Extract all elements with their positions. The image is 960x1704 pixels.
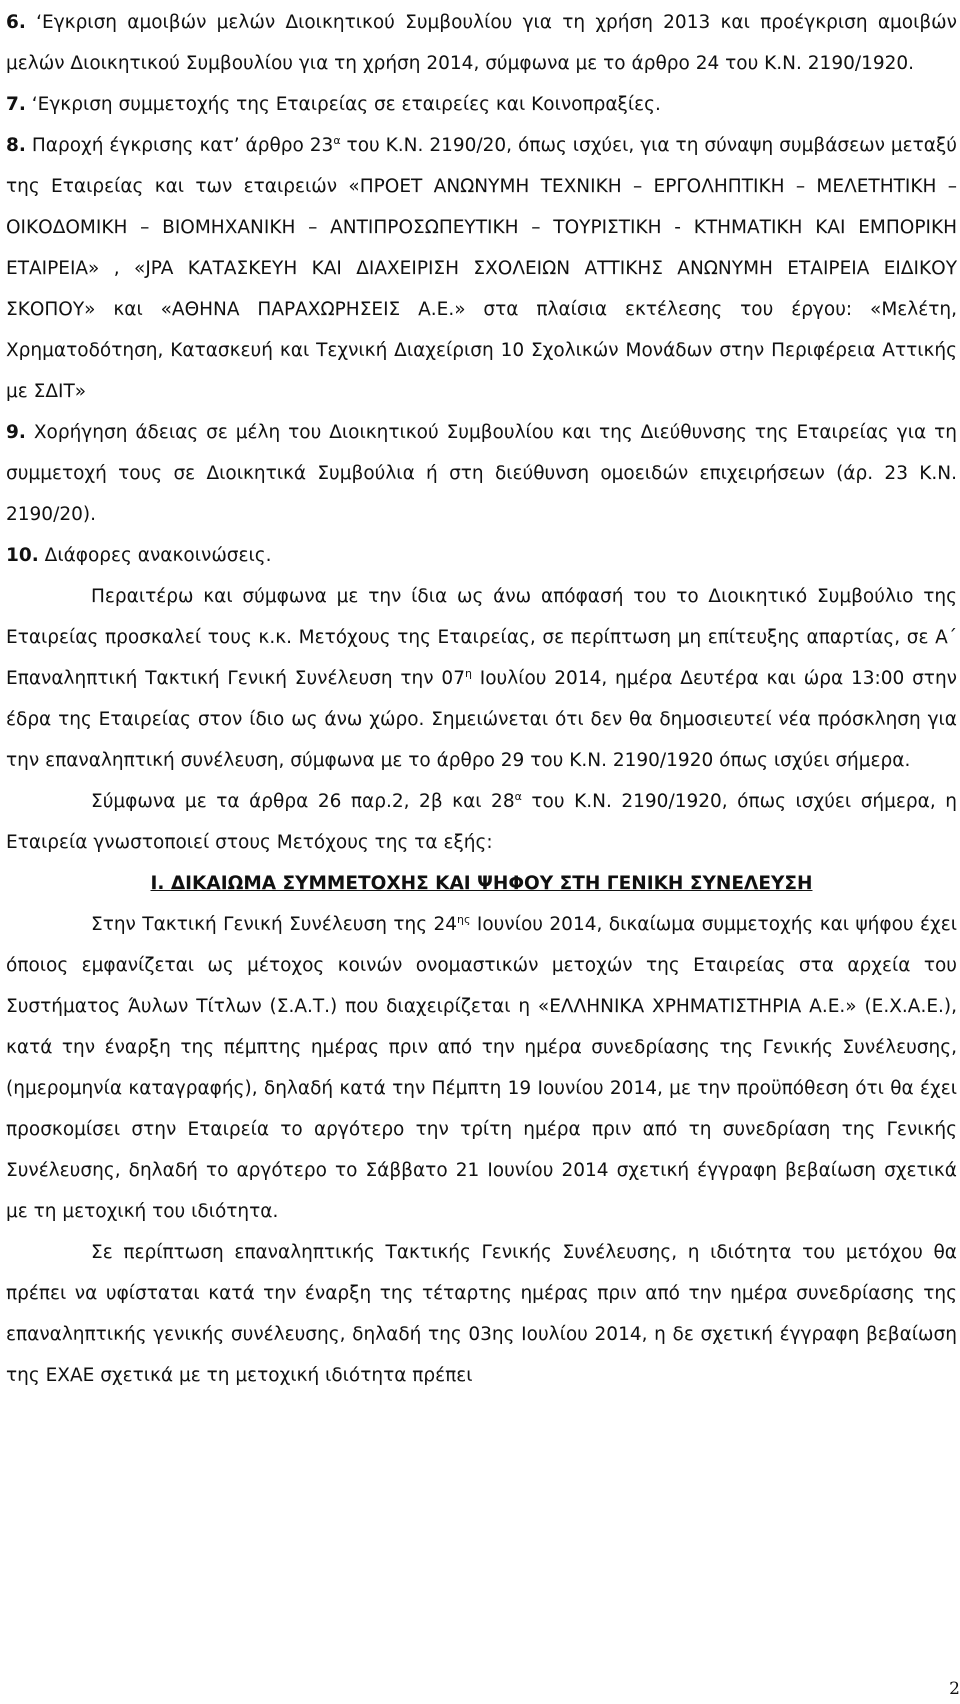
item-text: Διάφορες ανακοινώσεις.	[38, 545, 272, 566]
page-number: 2	[949, 1679, 960, 1699]
agenda-item-7	[6, 84, 957, 125]
item-number: 9.	[6, 422, 26, 443]
repeat-meeting-paragraph	[6, 576, 957, 781]
section-heading: Ι. ΔΙΚΑΙΩΜΑ ΣΥΜΜΕΤΟΧΗΣ ΚΑΙ ΨΗΦΟΥ ΣΤΗ ΓΕΝΙΚΗ ΣΥΝΕΛΕΥΣΗ	[150, 873, 813, 894]
paragraph-text: Σύμφωνα με τα άρθρα 26 παρ.2, 2β και 28	[91, 791, 515, 812]
item-number: 7.	[6, 94, 26, 115]
paragraph-text: Περαιτέρω και σύμφωνα με την ίδια ως άνω απόφασή του το Διοικητικό Συμβούλιο της Εταιρείας προσκαλεί τους κ.κ. Μετόχους της Εταιρείας, σε περίπτωση μη επίτευξης απαρτίας, σε Α΄ Επαναληπτική Τακτική Γενική Συνέλευση την 07	[6, 586, 957, 689]
agenda-item-8	[6, 125, 957, 412]
agenda-item-10	[6, 535, 957, 576]
paragraph-text: του Κ.Ν. 2190/1920, όπως ισχύει σήμερα, η Εταιρεία γνωστοποιεί στους Μετόχους της τα εξής:	[6, 791, 957, 853]
superscript: α	[333, 134, 341, 147]
repeat-meeting-eligibility-paragraph: Σε περίπτωση επαναληπτικής Τακτικής Γενικής Συνέλευσης, η ιδιότητα του μετόχου θα πρέπει να υφίσταται κατά την έναρξη της τέταρτης ημέρας πριν από την ημέρα συνεδρίασης της επαναληπτικής γενικής συνέλευσης, δηλαδή της 03ης Ιουλίου 2014, η δε σχετική έγγραφη βεβαίωση της ΕΧΑΕ σχετικά με τη μετοχική ιδιότητα πρέπει	[6, 1242, 957, 1386]
item-number: 8.	[6, 135, 26, 156]
paragraph-text: Ιουλίου 2014, ημέρα Δευτέρα και ώρα 13:00 στην έδρα της Εταιρείας στον ίδιο ως άνω χώρο. Σημειώνεται ότι δεν θα δημοσιευτεί νέα πρόσκληση για την επαναληπτική συνέλευση, σύμφωνα με το άρθρο 29 του Κ.Ν. 2190/1920 όπως ισχύει σήμερα.	[6, 668, 958, 771]
item-number: 10.	[6, 545, 39, 566]
item-text: Χορήγηση άδειας σε μέλη του Διοικητικού Συμβουλίου και της Διεύθυνσης της Εταιρείας για τη συμμετοχή τους σε Διοικητικά Συμβούλια ή στη διεύθυνση ομοειδών επιχειρήσεων (άρ. 23 Κ.Ν. 2190/20).	[6, 422, 957, 525]
agenda-item-6	[6, 2, 957, 84]
articles-paragraph	[6, 781, 957, 863]
paragraph-text: Στην Τακτική Γενική Συνέλευση της 24	[91, 914, 458, 935]
superscript: ης	[457, 913, 471, 926]
item-text: του Κ.Ν. 2190/20, όπως ισχύει, για τη σύναψη συμβάσεων μεταξύ της Εταιρείας και των εταιρειών «ΠΡΟΕΤ ΑΝΩΝΥΜΗ ΤΕΧΝΙΚΗ – ΕΡΓΟΛΗΠΤΙΚΗ – ΜΕΛΕΤΗΤΙΚΗ – ΟΙΚΟΔΟΜΙΚΗ – ΒΙΟΜΗΧΑΝΙΚΗ – ΑΝΤΙΠΡΟΣΩΠΕΥΤΙΚΗ – ΤΟΥΡΙΣΤΙΚΗ - ΚΤΗΜΑΤΙΚΗ ΚΑΙ ΕΜΠΟΡΙΚΗ ΕΤΑΙΡΕΙΑ» , «JPA ΚΑΤΑΣΚΕΥΗ ΚΑΙ ΔΙΑΧΕΙΡΙΣΗ ΣΧΟΛΕΙΩΝ ΑΤΤΙΚΗΣ ΑΝΩΝΥΜΗ ΕΤΑΙΡΕΙΑ ΕΙΔΙΚΟΥ ΣΚΟΠΟΥ» και «ΑΘΗΝΑ ΠΑΡΑΧΩΡΗΣΕΙΣ Α.Ε.» στα πλαίσια εκτέλεσης του έργου: «Μελέτη, Χρηματοδότηση, Κατασκευή και Τεχνική Διαχείριση 10 Σχολικών Μονάδων στην Περιφέρεια Αττικής με ΣΔΙΤ»	[6, 135, 957, 402]
item-number: 6.	[6, 12, 26, 33]
superscript: α	[514, 790, 522, 803]
participation-right-paragraph	[6, 904, 957, 1232]
item-text: Παροχή έγκρισης κατ’ άρθρο 23	[25, 135, 334, 156]
document-body	[6, 2, 957, 1396]
item-text: ‘Εγκριση αμοιβών μελών Διοικητικού Συμβουλίου για τη χρήση 2013 και προέγκριση αμοιβών μελών Διοικητικού Συμβουλίου για τη χρήση 2014, σύμφωνα με το άρθρο 24 του Κ.Ν. 2190/1920.	[6, 12, 957, 74]
item-text: ‘Εγκριση συμμετοχής της Εταιρείας σε εταιρείες και Κοινοπραξίες.	[25, 94, 661, 115]
agenda-item-9	[6, 412, 957, 535]
superscript: η	[464, 667, 472, 680]
paragraph-text: Ιουνίου 2014, δικαίωμα συμμετοχής και ψήφου έχει όποιος εμφανίζεται ως μέτοχος κοινών ονομαστικών μετοχών της Εταιρείας στα αρχεία του Συστήματος Άυλων Τίτλων (Σ.Α.Τ.) που διαχειρίζεται η «ΕΛΛΗΝΙΚΑ ΧΡΗΜΑΤΙΣΤΗΡΙΑ Α.Ε.» (Ε.Χ.Α.Ε.), κατά την έναρξη της πέμπτης ημέρας πριν από την ημέρα συνεδρίασης της Γενικής Συνέλευσης, (ημερομηνία καταγραφής), δηλαδή κατά την Πέμπτη 19 Ιουνίου 2014, με την προϋπόθεση ότι θα έχει προσκομίσει στην Εταιρεία το αργότερο την τρίτη ημέρα πριν από τη συνεδρίαση της Γενικής Συνέλευσης, δηλαδή το αργότερο το Σάββατο 21 Ιουνίου 2014 σχετική έγγραφη βεβαίωση σχετικά με τη μετοχική του ιδιότητα.	[6, 914, 957, 1222]
